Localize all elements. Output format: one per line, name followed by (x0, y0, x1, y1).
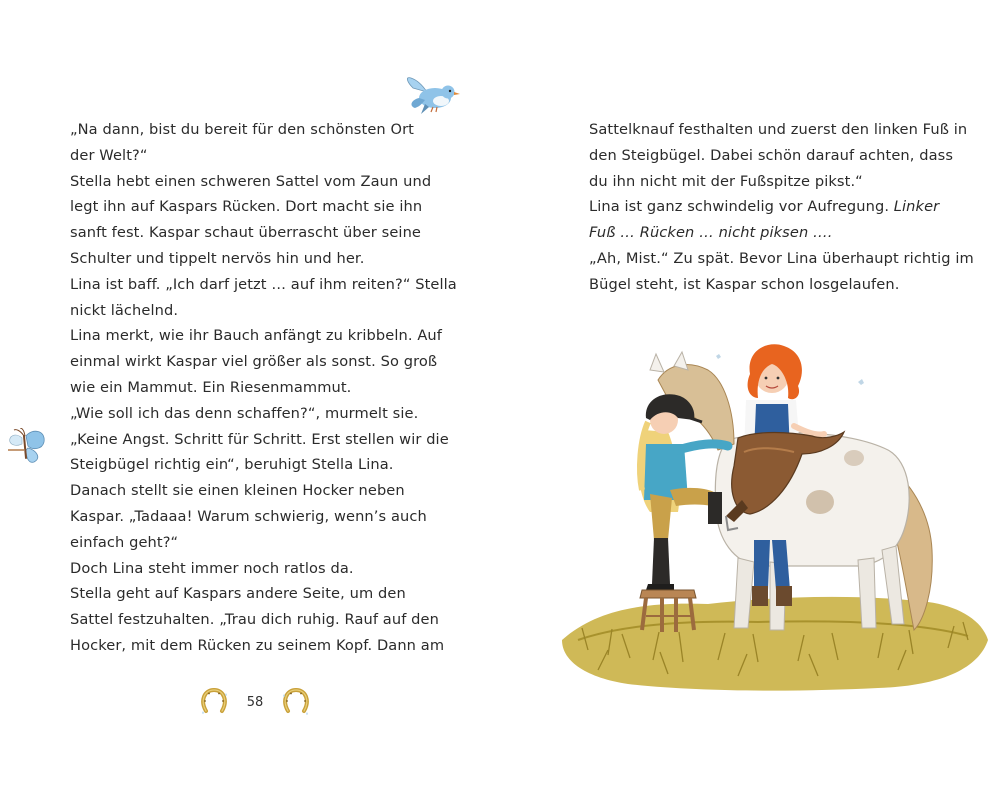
text-line: sanft fest. Kaspar schaut überrascht über seine (70, 224, 422, 242)
text-line: du ihn nicht mit der Fußspitze pikst.“ (589, 172, 863, 190)
page-footer (200, 684, 310, 720)
text-line (589, 194, 969, 220)
text-line: wie ein Mammut. Ein Riesenmammut. (70, 378, 352, 396)
text-line: Steigbügel richtig ein“, beruhigt Stella Lina. (70, 456, 394, 474)
text-line: nickt lächelnd. (70, 301, 179, 319)
left-page-text (70, 117, 457, 659)
text-line: Sattel festzuhalten. „Trau dich ruhig. Rauf auf den (70, 611, 439, 629)
text-line: Stella hebt einen schweren Sattel vom Zaun und (70, 172, 432, 190)
bluebird-icon (405, 74, 461, 118)
text-line: Bügel steht, ist Kaspar schon losgelaufen. (589, 275, 900, 293)
text-line: Schulter und tippelt nervös hin und her. (70, 249, 365, 267)
text-line: „Ah, Mist.“ Zu spät. Bevor Lina überhaupt richtig im (589, 249, 974, 267)
text-line: der Welt?“ (70, 146, 148, 164)
text-line: legt ihn auf Kaspars Rücken. Dort macht sie ihn (70, 198, 423, 216)
text-line: Hocker, mit dem Rücken zu seinem Kopf. Dann am (70, 636, 445, 654)
text-line: Stella geht auf Kaspars andere Seite, um den (70, 585, 406, 603)
horseshoe-icon (200, 687, 228, 717)
text-line: einfach geht?“ (70, 533, 179, 551)
girls-saddling-pony-illustration (558, 340, 990, 696)
text-line: Lina merkt, wie ihr Bauch anfängt zu kribbeln. Auf (70, 327, 442, 345)
text-line: „Wie soll ich das denn schaffen?“, murmelt sie. (70, 404, 419, 422)
text-line: einmal wirkt Kaspar viel größer als sonst. So groß (70, 353, 438, 371)
text-line: Doch Lina steht immer noch ratlos da. (70, 559, 354, 577)
italic-thought: Linker (893, 198, 940, 216)
butterfly-icon (2, 428, 50, 468)
text-line: Danach stellt sie einen kleinen Hocker neben (70, 482, 405, 500)
text-line: Lina ist baff. „Ich darf jetzt … auf ihm reiten?“ Stella (70, 275, 457, 293)
text-line (589, 220, 969, 246)
italic-thought: Fuß … Rücken … nicht piksen …. (589, 224, 833, 242)
right-page-text (589, 117, 974, 298)
horseshoe-icon (282, 687, 310, 717)
text-line: Kaspar. „Tadaaa! Warum schwierig, wenn’s auch (70, 507, 427, 525)
text-line: „Keine Angst. Schritt für Schritt. Erst stellen wir die (70, 430, 449, 448)
text-line: den Steigbügel. Dabei schön darauf achten, dass (589, 146, 954, 164)
text-run: Lina ist ganz schwindelig vor Aufregung. (589, 198, 894, 216)
page-number: 58 (246, 694, 264, 710)
text-line: Sattelknauf festhalten und zuerst den linken Fuß in (589, 121, 968, 138)
text-line: „Na dann, bist du bereit für den schönsten Ort (70, 121, 415, 138)
